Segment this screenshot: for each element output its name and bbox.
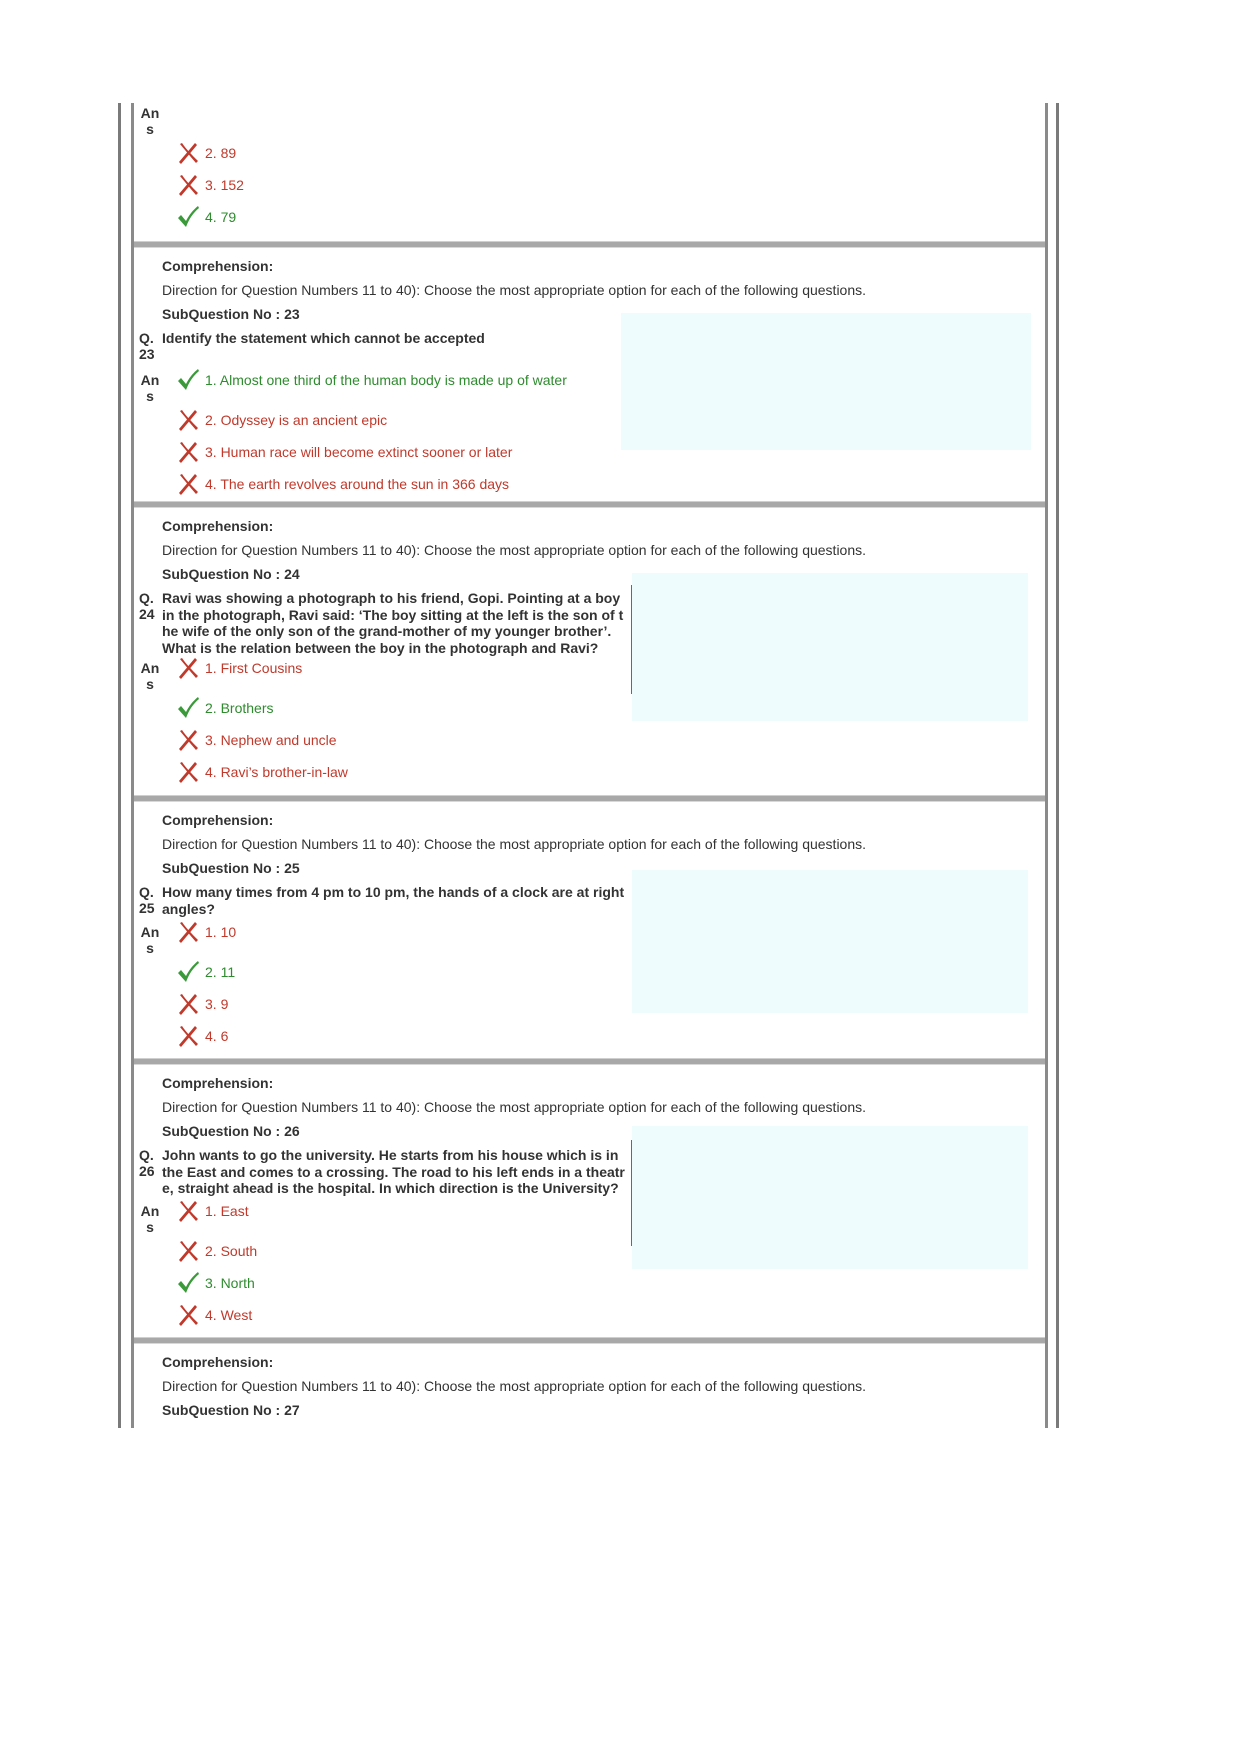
cross-icon: [176, 141, 200, 165]
answer-label: An s: [140, 924, 160, 956]
option-row: [176, 1303, 252, 1327]
question-number: Q. 23: [139, 330, 155, 362]
question-number: Q. 25: [139, 884, 155, 916]
option-text: 1. 10: [205, 924, 237, 940]
question-block: [134, 802, 1045, 1058]
subquestion-number: SubQuestion No : 25: [162, 860, 300, 876]
direction-text: Direction for Question Numbers 11 to 40): Choose the most appropriate option for each of the following questions.: [162, 1099, 867, 1115]
cross-icon: [176, 1199, 200, 1223]
block-separator: [134, 1337, 1045, 1344]
answer-label: An s: [140, 105, 160, 137]
direction-text: Direction for Question Numbers 11 to 40): Choose the most appropriate option for each of the following questions.: [162, 282, 867, 298]
subquestion-number: SubQuestion No : 27: [162, 1402, 300, 1418]
option-text: 3. North: [205, 1275, 255, 1291]
option-text: 2. 89: [205, 145, 237, 161]
option-text: 3. 9: [205, 996, 229, 1012]
question-block: [134, 1065, 1045, 1337]
direction-text: Direction for Question Numbers 11 to 40): Choose the most appropriate option for each of the following questions.: [162, 1378, 867, 1394]
option-text: 3. Human race will become extinct sooner or later: [205, 444, 513, 460]
option-row: [176, 696, 273, 720]
option-row: [176, 960, 235, 984]
cross-icon: [176, 1239, 200, 1263]
option-row: [176, 205, 236, 229]
option-text: 4. West: [205, 1307, 253, 1323]
check-icon: [176, 1271, 200, 1295]
option-row: [176, 728, 337, 752]
option-text: 1. Almost one third of the human body is made up of water: [205, 372, 567, 388]
option-row: [176, 1024, 228, 1048]
option-row: [176, 1239, 257, 1263]
right-outer-border: [1056, 103, 1059, 1428]
question-block-partial-top: [134, 103, 1045, 243]
option-row: [176, 141, 236, 165]
comprehension-label: Comprehension:: [162, 1354, 274, 1370]
option-text: 4. 6: [205, 1028, 229, 1044]
question-block: [134, 248, 1045, 501]
cross-icon: [176, 1303, 200, 1327]
question-text: John wants to go the university. He starts from his house which is in the East and comes to a crossing. The road to his left ends in a theatr e, straight ahead is the hospital. In which direction is the University?: [162, 1147, 625, 1196]
answer-label: An s: [140, 1203, 160, 1235]
option-row: [176, 760, 348, 784]
question-block-partial-bottom: [134, 1344, 1045, 1428]
cross-icon: [176, 760, 200, 784]
option-row: [176, 1199, 249, 1223]
answer-label: An s: [140, 660, 160, 692]
cross-icon: [176, 920, 200, 944]
block-separator: [134, 501, 1045, 508]
option-text: 3. Nephew and uncle: [205, 732, 337, 748]
option-text: 2. South: [205, 1243, 258, 1259]
check-icon: [176, 960, 200, 984]
cross-icon: [176, 440, 200, 464]
comprehension-label: Comprehension:: [162, 258, 274, 274]
option-row: [176, 992, 228, 1016]
comprehension-label: Comprehension:: [162, 812, 274, 828]
option-text: 2. Brothers: [205, 700, 274, 716]
subquestion-number: SubQuestion No : 23: [162, 306, 300, 322]
cross-icon: [176, 173, 200, 197]
option-row: [176, 472, 509, 496]
option-text: 4. The earth revolves around the sun in 366 days: [205, 476, 510, 492]
option-text: 3. 152: [205, 177, 244, 193]
cross-icon: [176, 992, 200, 1016]
question-number: Q. 24: [139, 590, 155, 622]
cross-icon: [176, 656, 200, 680]
subquestion-number: SubQuestion No : 24: [162, 566, 300, 582]
block-separator: [134, 1058, 1045, 1065]
direction-text: Direction for Question Numbers 11 to 40): Choose the most appropriate option for each of the following questions.: [162, 542, 867, 558]
direction-text: Direction for Question Numbers 11 to 40): Choose the most appropriate option for each of the following questions.: [162, 836, 867, 852]
block-separator: [134, 795, 1045, 802]
cross-icon: [176, 728, 200, 752]
left-outer-border: [118, 103, 121, 1428]
option-text: 4. Ravi’s brother-in-law: [205, 764, 348, 780]
comprehension-label: Comprehension:: [162, 518, 274, 534]
option-row: [176, 368, 567, 392]
block-separator: [134, 241, 1045, 248]
question-text: Identify the statement which cannot be accepted: [162, 330, 485, 346]
question-number: Q. 26: [139, 1147, 155, 1179]
cross-icon: [176, 408, 200, 432]
option-text: 4. 79: [205, 209, 237, 225]
option-text: 2. Odyssey is an ancient epic: [205, 412, 388, 428]
option-text: 2. 11: [205, 964, 236, 980]
subquestion-number: SubQuestion No : 26: [162, 1123, 300, 1139]
option-row: [176, 440, 512, 464]
option-text: 1. East: [205, 1203, 249, 1219]
check-icon: [176, 205, 200, 229]
answer-sheet-frame: [131, 103, 1048, 1428]
answer-label: An s: [140, 372, 160, 404]
option-text: 1. First Cousins: [205, 660, 303, 676]
option-row: [176, 656, 302, 680]
comprehension-label: Comprehension:: [162, 1075, 274, 1091]
option-row: [176, 408, 387, 432]
cross-icon: [176, 472, 200, 496]
question-block: [134, 508, 1045, 795]
check-icon: [176, 368, 200, 392]
cross-icon: [176, 1024, 200, 1048]
question-text: How many times from 4 pm to 10 pm, the hands of a clock are at right angles?: [162, 884, 625, 917]
option-row: [176, 1271, 255, 1295]
option-row: [176, 173, 244, 197]
question-text: Ravi was showing a photograph to his friend, Gopi. Pointing at a boy in the photograph, Ravi said: ‘The boy sitting at the left is the son of t he wife of the only son of the grand-mother of my younger brother’. What is the relation between the boy in the photograph and Ravi?: [162, 590, 624, 656]
option-row: [176, 920, 236, 944]
check-icon: [176, 696, 200, 720]
